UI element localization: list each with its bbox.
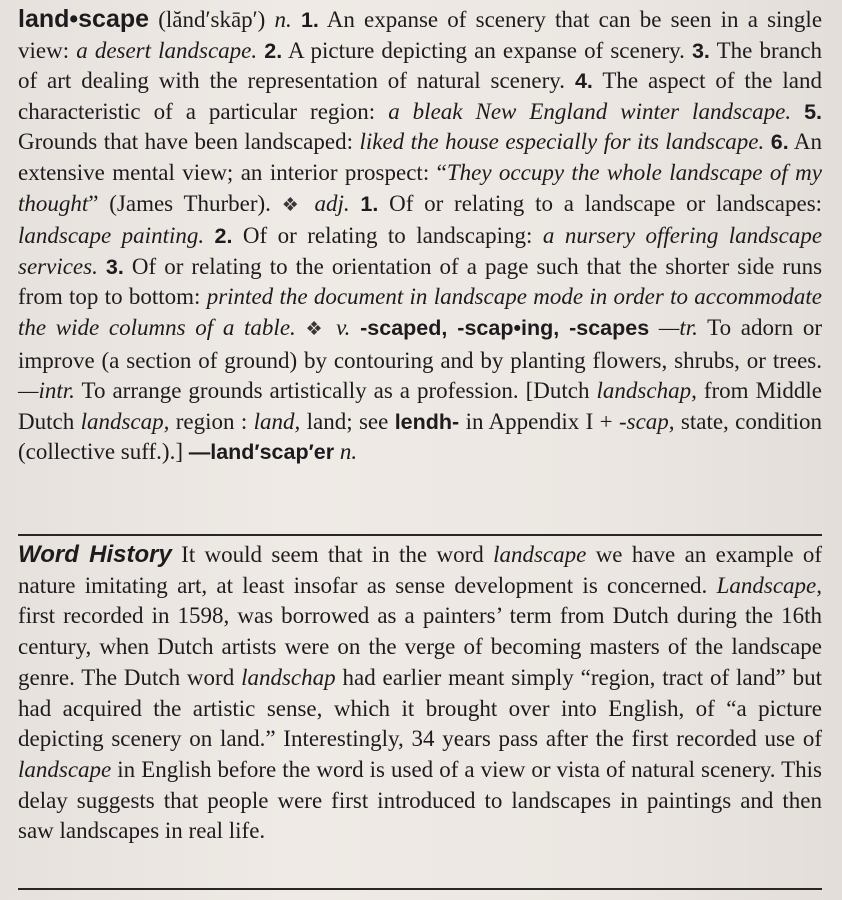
headword: land•scape — [18, 5, 150, 33]
tr-definition: To adorn or improve (a section of ground) by contouring and by planting flowers, shrubs, or trees. — [18, 314, 823, 373]
noun-sense: 2. A picture depicting an expanse of scenery. — [264, 37, 685, 63]
intr-definition: To arrange grounds artistically as a profession. — [81, 378, 519, 404]
verb-forms: -scaped, -scap•ing, -scapes — [360, 315, 650, 340]
etymology: [Dutch landschap, from Middle Dutch landscap, region : land, land; see lendh- in Appendix I + -scap, state, condition (collective suff.).] — [18, 378, 823, 465]
noun-sense: 3. The branch of art dealing with the representation of natural scenery. — [18, 37, 823, 94]
word-history-text: It would seem that in the word landscape we have an example of nature imitating art, at least insofar as sense development is concerned. Landscape, first recorded in 1598, was borrowed as a painters’ term from Dutch during the 16th century, when Dutch artists were on the verge of becoming masters of the landscape genre. The Dutch word landschap had earlier meant simply “region, tract of land” but had acquired the artistic sense, which it brought over into English, of “a picture depicting scenery on land.” Interestingly, 34 years pass after the first recorded use of landscape in English before the word is used of a view or vista of natural scenery. This delay suggests that people were first introduced to landscapes in paintings and then saw landscapes in real life. — [18, 542, 823, 844]
divider-bottom — [18, 888, 822, 890]
noun-sense: 5. Grounds that have been landscaped: liked the house especially for its landscape. — [18, 99, 823, 155]
pos-adj: adj. — [314, 190, 350, 216]
tr-label: —tr. — [658, 314, 698, 340]
derived-pos: n. — [339, 439, 358, 465]
adj-sense: 1. Of or relating to a landscape or landscapes: landscape painting. — [18, 190, 823, 249]
diamond-icon: ❖ — [281, 194, 304, 216]
noun-sense: 4. The aspect of the land characteristic of a particular region: a bleak New England winter landscape. — [18, 68, 823, 124]
adj-sense: 3. Of or relating to the orientation of a page such that the shorter side runs from top to bottom: printed the document in landscape mode in order to accommodate the wide columns of a table. — [18, 253, 823, 340]
intr-label: —intr. — [18, 378, 75, 404]
derived-form: —land′scap′er — [188, 440, 335, 465]
noun-sense: 1. An expanse of scenery that can be seen in a single view: a desert landscape. — [18, 7, 823, 63]
pos-verb: v. — [336, 314, 351, 340]
pos-noun: n. — [274, 7, 292, 32]
dictionary-entry — [18, 4, 822, 468]
divider-top — [18, 534, 822, 536]
cross-reference: lendh- — [394, 409, 460, 434]
diamond-icon: ❖ — [305, 318, 327, 340]
pronunciation: (lănd′skāp′) — [158, 7, 266, 32]
adj-sense: 2. Of or relating to landscaping: a nursery offering landscape services. — [18, 223, 823, 279]
word-history — [18, 540, 822, 847]
noun-sense: 6. An extensive mental view; an interior prospect: “They occupy the whole landscape of my thought” (James Thurber). — [18, 129, 822, 216]
word-history-title: Word History — [18, 541, 172, 568]
